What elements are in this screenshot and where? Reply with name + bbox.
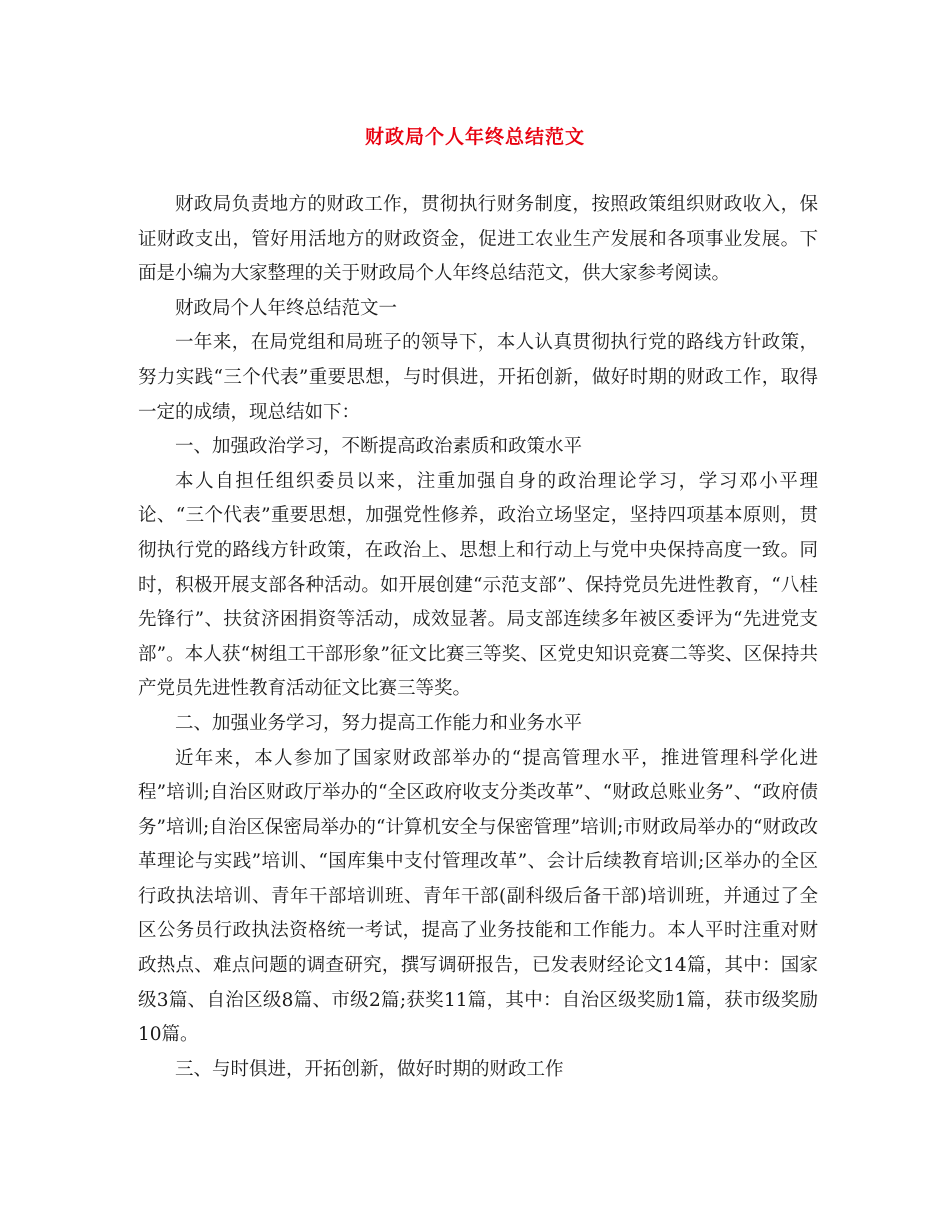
document-body <box>138 188 818 1087</box>
section-heading-sample-one: 财政局个人年终总结范文一 <box>175 297 398 319</box>
opening-paragraph: 一年来，在局党组和局班子的领导下，本人认真贯彻执行党的路线方针政策，努力实践“三个代表”重要思想，与时俱进，开拓创新，做好时期的财政工作，取得一定的成绩，现总结如下： <box>138 332 818 423</box>
section-heading-political-study: 一、加强政治学习，不断提高政治素质和政策水平 <box>175 436 583 458</box>
section-heading-business-study: 二、加强业务学习，努力提高工作能力和业务水平 <box>175 712 583 734</box>
document-title: 财政局个人年终总结范文 <box>364 126 585 148</box>
political-study-paragraph: 本人自担任组织委员以来，注重加强自身的政治理论学习，学习邓小平理论、“三个代表”重要思想，加强党性修养，政治立场坚定，坚持四项基本原则，贯彻执行党的路线方针政策，在政治上、思想上和行动上与党中央保持高度一致。同时，积极开展支部各种活动。如开展创建“示范支部”、保持党员先进性教育，“八桂先锋行”、扶贫济困捐资等活动，成效显著。局支部连续多年被区委评为“先进党支部”。本人获“树组工干部形象”征文比赛三等奖、区党史知识竞赛二等奖、区保持共产党员先进性教育活动征文比赛三等奖。 <box>138 470 818 700</box>
business-study-paragraph: 近年来，本人参加了国家财政部举办的“提高管理水平，推进管理科学化进程”培训;自治区财政厅举办的“全区政府收支分类改革”、“财政总账业务”、“政府债务”培训;自治区保密局举办的“计算机安全与保密管理”培训;市财政局举办的“财政改革理论与实践”培训、“国库集中支付管理改革”、会计后续教育培训;区举办的全区行政执法培训、青年干部培训班、青年干部(副科级后备干部)培训班，并通过了全区公务员行政执法资格统一考试，提高了业务技能和工作能力。本人平时注重对财政热点、难点问题的调查研究，撰写调研报告，已发表财经论文14篇，其中：国家级3篇、自治区级8篇、市级2篇;获奖11篇，其中：自治区级奖励1篇，获市级奖励10篇。 <box>138 747 818 1046</box>
section-heading-innovation: 三、与时俱进，开拓创新，做好时期的财政工作 <box>175 1058 564 1080</box>
intro-paragraph: 财政局负责地方的财政工作，贯彻执行财务制度，按照政策组织财政收入，保证财政支出，管好用活地方的财政资金，促进工农业生产发展和各项事业发展。下面是小编为大家整理的关于财政局个人年终总结范文，供大家参考阅读。 <box>138 194 818 285</box>
